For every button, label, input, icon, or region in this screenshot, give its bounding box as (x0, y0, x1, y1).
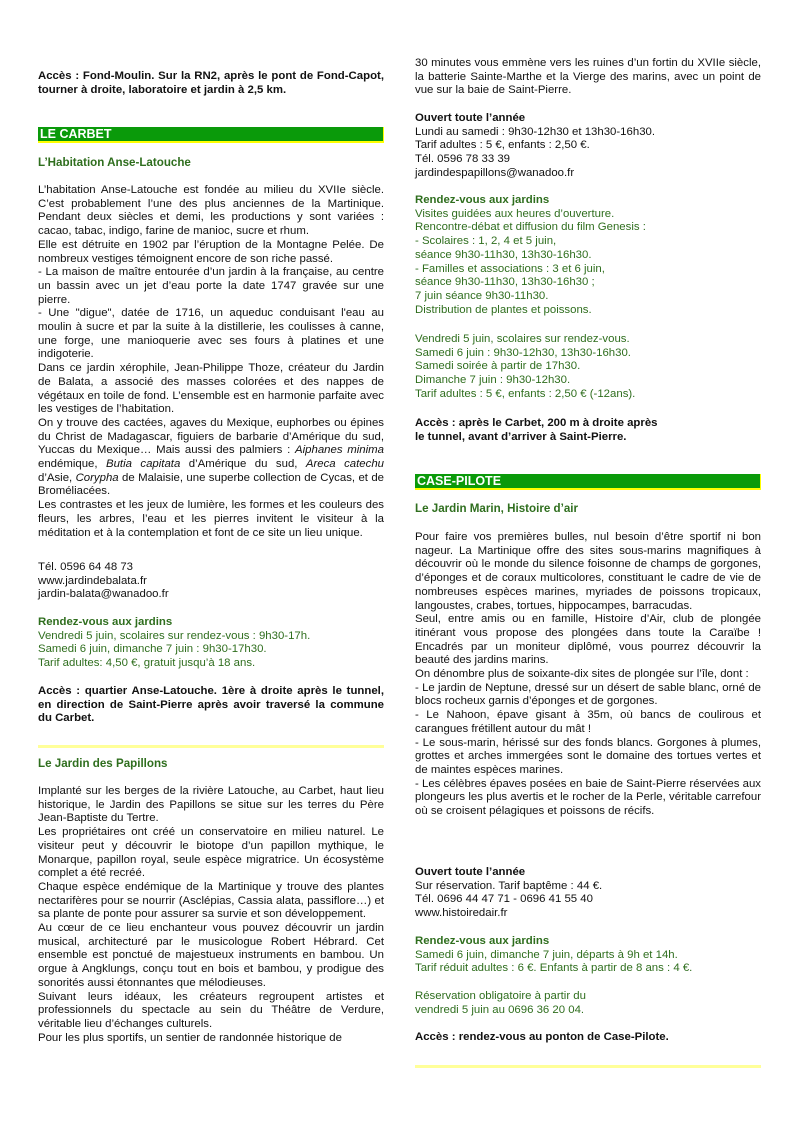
website-link[interactable]: www.jardindebalata.fr (38, 574, 147, 587)
rdv-line: Vendredi 5 juin, scolaires sur rendez-vous : 9h30-17h. (38, 629, 311, 642)
section-header-case-pilote (415, 474, 761, 488)
section-underline (415, 488, 761, 490)
reservation-line: Réservation obligatoire à partir du (415, 990, 586, 1002)
rdv-line: Samedi 6 juin, dimanche 7 juin : 9h30-17h30. (38, 643, 267, 656)
hours-title: Ouvert toute l’année (415, 112, 526, 124)
paragraph: - Les célèbres épaves posées en baie de Saint-Pierre réservées aux plongeurs les plus avertis et le rocher de la Perle, véritable carrefour où se croisent pélagiques et poissons de récifs. (415, 777, 761, 818)
phone-number: Tél. 0596 64 48 73 (38, 561, 133, 573)
section-underline (38, 141, 384, 143)
rdv-line: Tarif réduit adultes : 6 €. Enfants à partir de 8 ans : 4 €. (415, 962, 693, 975)
reservation-line: vendredi 5 juin au 0696 36 20 04. (415, 1003, 585, 1016)
paragraph: Chaque espèce endémique de la Martinique y trouve des plantes nectarifères pour se nourrir (Asclépias, Cassia alata, passiflore…) et sa plante de ponte pour assurer sa survie et son développement. (38, 880, 384, 921)
papillons-acces (415, 417, 761, 444)
section-title: CASE-PILOTE (417, 474, 502, 488)
rdv-line: - Scolaires : 1, 2, 4 et 5 juin, (415, 235, 557, 248)
rdv-line: Dimanche 7 juin : 9h30-12h30. (415, 374, 571, 387)
paragraph: Suivant leurs idéaux, les créateurs regroupent artistes et professionnels du spectacle au sein du Théâtre de Verdure, véritable lieu d’échanges culturels. (38, 990, 384, 1030)
section-divider (38, 745, 384, 748)
phone-number: Tél. 0696 44 47 71 - 0696 41 55 40 (415, 893, 593, 906)
acces-line: Accès : après le Carbet, 200 m à droite après (415, 417, 658, 429)
text-run: d’Amérique du sud, (180, 458, 306, 471)
paragraph: - La maison de maître entourée d’un jardin à la française, au centre un bassin avec un jet d’eau porte la date 1747 gravée sur une pierre. (38, 266, 384, 306)
paragraph: On dénombre plus de soixante-dix sites de plongée sur l’île, dont : (415, 668, 749, 681)
rdv-line: Distribution de plantes et poissons. (415, 303, 592, 316)
rdv-line: Visites guidées aux heures d’ouverture. (415, 207, 615, 220)
paragraph: - Le sous-marin, hérissé sur des fonds blancs. Gorgones à plumes, grottes et arches immergées sont le domaine des tortues vertes et de maintes espèces marines. (415, 736, 761, 776)
species-name: Areca catechu (305, 458, 384, 471)
section-divider (415, 1065, 761, 1068)
paragraph: Dans ce jardin xérophile, Jean-Philippe Thoze, créateur du Jardin de Balata, a associé des masses colorées et des nappes de végétaux en toile de fond. L’ensemble est en harmonie parfaite avec les vestiges de l’habitation. (38, 362, 384, 416)
rdv-line: 7 juin séance 9h30-11h30. (415, 289, 549, 302)
paragraph: Elle est détruite en 1902 par l’éruption de la Montagne Pelée. De nombreux vestiges témoignent encore de son riche passé. (38, 238, 384, 265)
rdv-line: Rencontre-débat et diffusion du film Genesis : (415, 221, 646, 234)
paragraph: Pour les plus sportifs, un sentier de randonnée historique de (38, 1031, 342, 1044)
jardin-marin-reservation (415, 990, 761, 1017)
text-run: de Malaisie, une superbe collection de Cycas, et de Broméliacées. (38, 471, 384, 498)
anse-latouche-text (38, 184, 384, 540)
papillons-hours (415, 112, 761, 181)
papillons-rdv-schedule (415, 333, 761, 402)
rdv-title: Rendez-vous aux jardins (415, 194, 550, 206)
rdv-line: Vendredi 5 juin, scolaires sur rendez-vous. (415, 333, 630, 345)
paragraph: Pour faire vos premières bulles, nul besoin d’être sportif ni bon nageur. La Martinique offre des sites sous-marins magnifiques à découvrir où le monde du silence foisonne de champs de gorgones, d’éponges et de coraux multicolores, constituant le cadre de vie de nombreuses espèces marines, myriades de poissons tropicaux, langoustes, crabes, tortues, hippocampes, barracudas. (415, 531, 761, 612)
paragraph: Seul, entre amis ou en famille, Histoire d’Air, club de plongée itinérant vous propose des plongées dans toute la Caraïbe ! Encadrés par un moniteur diplômé, vous pourrez découvrir la beauté des jardins marins. (415, 613, 761, 667)
rdv-line: - Familles et associations : 3 et 6 juin, (415, 262, 605, 275)
species-name: Aiphanes minima (295, 444, 385, 457)
acces-line: le tunnel, avant d’arriver à Saint-Pierre. (415, 430, 627, 443)
jardin-marin-rdv (415, 935, 761, 976)
jardin-marin-hours (415, 866, 761, 921)
rdv-title: Rendez-vous aux jardins (415, 935, 550, 947)
rdv-line: Tarif adultes : 5 €, enfants : 2,50 € (-12ans). (415, 387, 636, 400)
text-run: On y trouve des cactées, agaves du Mexique, euphorbes ou épines du Christ de Madagascar, figuiers de barbarie d’Amérique du sud, Yuccas du Mexique… Mais aussi des palmiers : (38, 416, 384, 457)
paragraph: - Le jardin de Neptune, dressé sur un désert de sable blanc, orné de blocs rocheux garnis d’éponges et de gorgones. (415, 681, 761, 708)
species-name: Corypha (75, 471, 119, 484)
jardin-marin-acces: Accès : rendez-vous au ponton de Case-Pilote. (415, 1031, 669, 1043)
rdv-line: séance 9h30-11h30, 13h30-16h30. (415, 248, 592, 261)
section-title: LE CARBET (40, 127, 112, 141)
rdv-line: Samedi soirée à partir de 17h30. (415, 360, 581, 373)
email-link[interactable]: jardin-balata@wanadoo.fr (38, 588, 169, 601)
booking-line: Sur réservation. Tarif baptême : 44 €. (415, 879, 603, 892)
paragraph: Au cœur de ce lieu enchanteur vous pouvez découvrir un jardin musical, architecturé par le musicologue Robert Hébrard. Cet ensemble est ponctué de majestueux instruments en bambou. Un orgue à Angklungs, conçu tout en bois et bambou, y prodigue des sonorités aussi étonnantes que mélodieuses. (38, 922, 384, 989)
hours-title: Ouvert toute l’année (415, 866, 526, 878)
jardin-marin-title: Le Jardin Marin, Histoire d’air (415, 502, 578, 515)
phone-number: Tél. 0596 78 33 39 (415, 153, 510, 166)
email-link[interactable]: jardindespapillons@wanadoo.fr (415, 166, 575, 179)
jardin-papillons-title: Le Jardin des Papillons (38, 757, 168, 770)
paragraph: Les contrastes et les jeux de lumière, les formes et les couleurs des fleurs, les arbres, l’eau et les pierres invitent le visiteur à la méditation et à la contemplation et font de ce site un lieu unique. (38, 499, 384, 539)
anse-latouche-acces: Accès : quartier Anse-Latouche. 1ère à droite après le tunnel, en direction de Saint-Pierre après avoir traversé la commune du Carbet. (38, 685, 384, 725)
website-link[interactable]: www.histoiredair.fr (415, 907, 508, 920)
papillons-rdv (415, 194, 761, 317)
hours-line: Lundi au samedi : 9h30-12h30 et 13h30-16h30. (415, 125, 656, 138)
anse-latouche-rdv (38, 616, 384, 671)
rdv-line: Samedi 6 juin, dimanche 7 juin, départs à 9h et 14h. (415, 948, 678, 961)
habitation-anse-latouche-title: L’Habitation Anse-Latouche (38, 156, 191, 169)
rdv-title: Rendez-vous aux jardins (38, 616, 173, 628)
paragraph (38, 417, 384, 499)
papillons-text (38, 785, 384, 1045)
paragraph: Les propriétaires ont créé un conservatoire en milieu naturel. Le visiteur peut y découvrir le biotope d’un papillon mythique, le Monarque, papillon royal, seule espèce migratrice. Un écosystème complet a été recréé. (38, 826, 384, 880)
paragraph: - Une "digue", datée de 1716, un aqueduc conduisant l'eau au moulin à sucre et par la suite à la distillerie, les coulisses à canne, une forge, une manioquerie avec ses fours à platines et une indigoterie. (38, 307, 384, 361)
text-run: endémique, (38, 458, 106, 471)
price-line: Tarif adultes : 5 €, enfants : 2,50 €. (415, 139, 590, 152)
paragraph: Implanté sur les berges de la rivière Latouche, au Carbet, haut lieu historique, le Jardin des Papillons se situe sur les terres du Père Jean-Baptiste du Tertre. (38, 785, 384, 825)
rdv-line: Tarif adultes: 4,50 €, gratuit jusqu’à 18 ans. (38, 657, 256, 670)
anse-latouche-contact (38, 561, 384, 602)
rdv-line: Samedi 6 juin : 9h30-12h30, 13h30-16h30. (415, 346, 631, 359)
text-run: d’Asie, (38, 471, 76, 484)
acces-fond-moulin: Accès : Fond-Moulin. Sur la RN2, après le pont de Fond-Capot, tourner à droite, laboratoire et jardin à 2,5 km. (38, 70, 384, 96)
paragraph: - Le Nahoon, épave gisant à 35m, où bancs de coulirous et carangues frétillent autour du mât ! (415, 709, 761, 735)
paragraph: L’habitation Anse-Latouche est fondée au milieu du XVIIe siècle. C’est probablement l’une des plus anciennes de la Martinique. Pendant deux siècles et demi, les productions y sont variées : cacao, tabac, indigo, farine de manioc, sucre et rhum. (38, 184, 384, 238)
papillons-continued: 30 minutes vous emmène vers les ruines d’un fortin du XVIIe siècle, la batterie Sainte-Marthe et la Vierge des marins, avec un point de vue sur la baie de Saint-Pierre. (415, 57, 761, 97)
species-name: Butia capitata (105, 458, 181, 471)
rdv-line: séance 9h30-11h30, 13h30-16h30 ; (415, 276, 595, 289)
jardin-marin-text (415, 531, 761, 819)
section-header-le-carbet (38, 127, 384, 141)
